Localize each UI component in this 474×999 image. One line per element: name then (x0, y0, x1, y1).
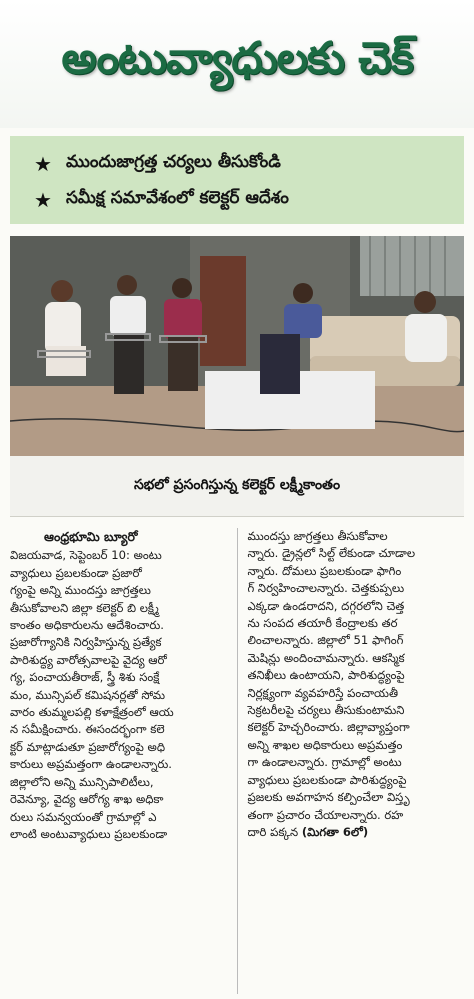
article-column-1 (10, 528, 227, 994)
article-line: లించాలన్నారు. జిల్లాలో 51 ఫాగింగ్ (247, 633, 404, 648)
last-line-text: దారి పక్కన (247, 824, 299, 839)
article-line: తనిఖీలు ఉంటాయని, పారిశుద్ధ్యంపై (247, 668, 405, 683)
byline: ఆంధ్రభూమి బ్యూరో (44, 529, 138, 544)
article-line: వ్యాధులు ప్రబలకుండా ప్రజారో (10, 565, 142, 580)
column-divider (237, 528, 238, 994)
subhead-item (34, 182, 464, 218)
article-line: పారిశుద్ధ్య వారోత్సవాలపై వైద్య ఆరో (10, 652, 167, 667)
headline-banner (0, 0, 474, 128)
subhead-text: సమీక్ష సమావేశంలో కలెక్టర్ ఆదేశం (66, 188, 289, 208)
article-line: విజయవాడ, సెప్టెంబర్ 10: అంటు (10, 548, 162, 563)
subhead-item (34, 146, 464, 182)
article-line: గా ఉండాలన్నారు. గ్రామాల్లో అంటు (247, 755, 402, 770)
continued-marker: (మిగతా 6లో) (301, 824, 369, 839)
article-line: జిల్లాలోని అన్ని మున్సిపాలిటీలు, (10, 774, 154, 789)
article-line: కారులు అప్రమత్తంగా ఉండాలన్నారు. (10, 757, 172, 772)
article-line: న్నారు. దోమలు ప్రబలకుండా ఫాగిం (247, 563, 402, 578)
article-line: మం, మున్సిపల్ కమిషనర్లతో సోమ (10, 687, 166, 702)
star-icon: ★ (34, 188, 52, 212)
article-line: అన్ని శాఖల అధికారులు అప్రమత్తం (247, 737, 403, 752)
article-line: న సమీక్షించారు. ఈసందర్భంగా కలె (10, 722, 165, 737)
article-line: సెక్రటరీలపై చర్యలు తీసుకుంటామని (247, 703, 405, 718)
article-line: గ్య, పంచాయతీరాజ్, స్త్రీ శిశు సంక్షే (10, 670, 160, 685)
article-line: గ్ నిర్వహించాలన్నారు. చెత్తకుప్పలు (247, 581, 405, 596)
article-line: న్నారు. డ్రైన్లలో సిల్ట్ లేకుండా చూడాల (247, 546, 416, 561)
article-line: నిర్లక్ష్యంగా వ్యవహరిస్తే పంచాయతీ (247, 685, 399, 700)
star-icon: ★ (34, 152, 52, 176)
article-line: రులు సమన్వయంతో గ్రామాల్లో ఎ (10, 809, 157, 824)
headline: అంటువ్యాధులకు చెక్ (61, 33, 413, 84)
caption-text: సభలో ప్రసంగిస్తున్న కలెక్టర్ లక్ష్మీకాంతం (133, 476, 341, 493)
article-line: రెవెన్యూ, వైద్య ఆరోగ్య శాఖ అధికా (10, 792, 164, 807)
article-line: మెషిన్లు అందించామన్నారు. ఆకస్మిక (247, 650, 405, 665)
article-line: ప్రజలకు అవగాహన కల్పించేలా విస్తృ (247, 790, 410, 805)
article-line: క్టర్ మాట్లాడుతూ ప్రజారోగ్యంపై అధి (10, 739, 166, 754)
article-line: కలెక్టర్ హెచ్చరించారు. జిల్లావ్యాప్తంగా (247, 720, 410, 735)
article-line: వారం తుమ్మలపల్లి కళాక్షేత్రంలో ఆయ (10, 705, 174, 720)
column-1-lines (10, 547, 227, 843)
meeting-photo (10, 236, 464, 456)
article-line: తీసుకోవాలని జిల్లా కలెక్టర్ బి లక్ష్మీ (10, 600, 159, 615)
article-line: తంగా ప్రచారం చేయాలన్నారు. రహ (247, 807, 404, 822)
article-body (10, 528, 464, 994)
article-line (247, 824, 464, 841)
subheads-box (10, 136, 464, 224)
article-line: ను సంపద తయారీ కేంద్రాలకు తర (247, 616, 398, 631)
article-line: ప్రజారోగ్యానికి నిర్వహిస్తున్న ప్రత్యేక (10, 635, 162, 650)
article-line: గ్యంపై అన్ని ముందస్తు జాగ్రత్తలు (10, 583, 151, 598)
article-line: ఎక్కడా ఉండరాదని, దగ్గరలోని చెత్త (247, 598, 405, 613)
subhead-text: ముందుజాగ్రత్త చర్యలు తీసుకోండి (66, 152, 281, 172)
photo-caption (10, 456, 464, 517)
article-line: కాంతం అధికారులను ఆదేశించారు. (10, 618, 164, 633)
article-column-2 (247, 528, 464, 994)
article-line: ముందస్తు జాగ్రత్తలు తీసుకోవాల (247, 529, 388, 543)
article-line: లాంటి అంటువ్యాధులు ప్రబలకుండా (10, 826, 168, 841)
column-2-lines (247, 528, 464, 824)
article-line: వ్యాధులు ప్రబలకుండా పారిశుద్ధ్యంపై (247, 772, 407, 787)
